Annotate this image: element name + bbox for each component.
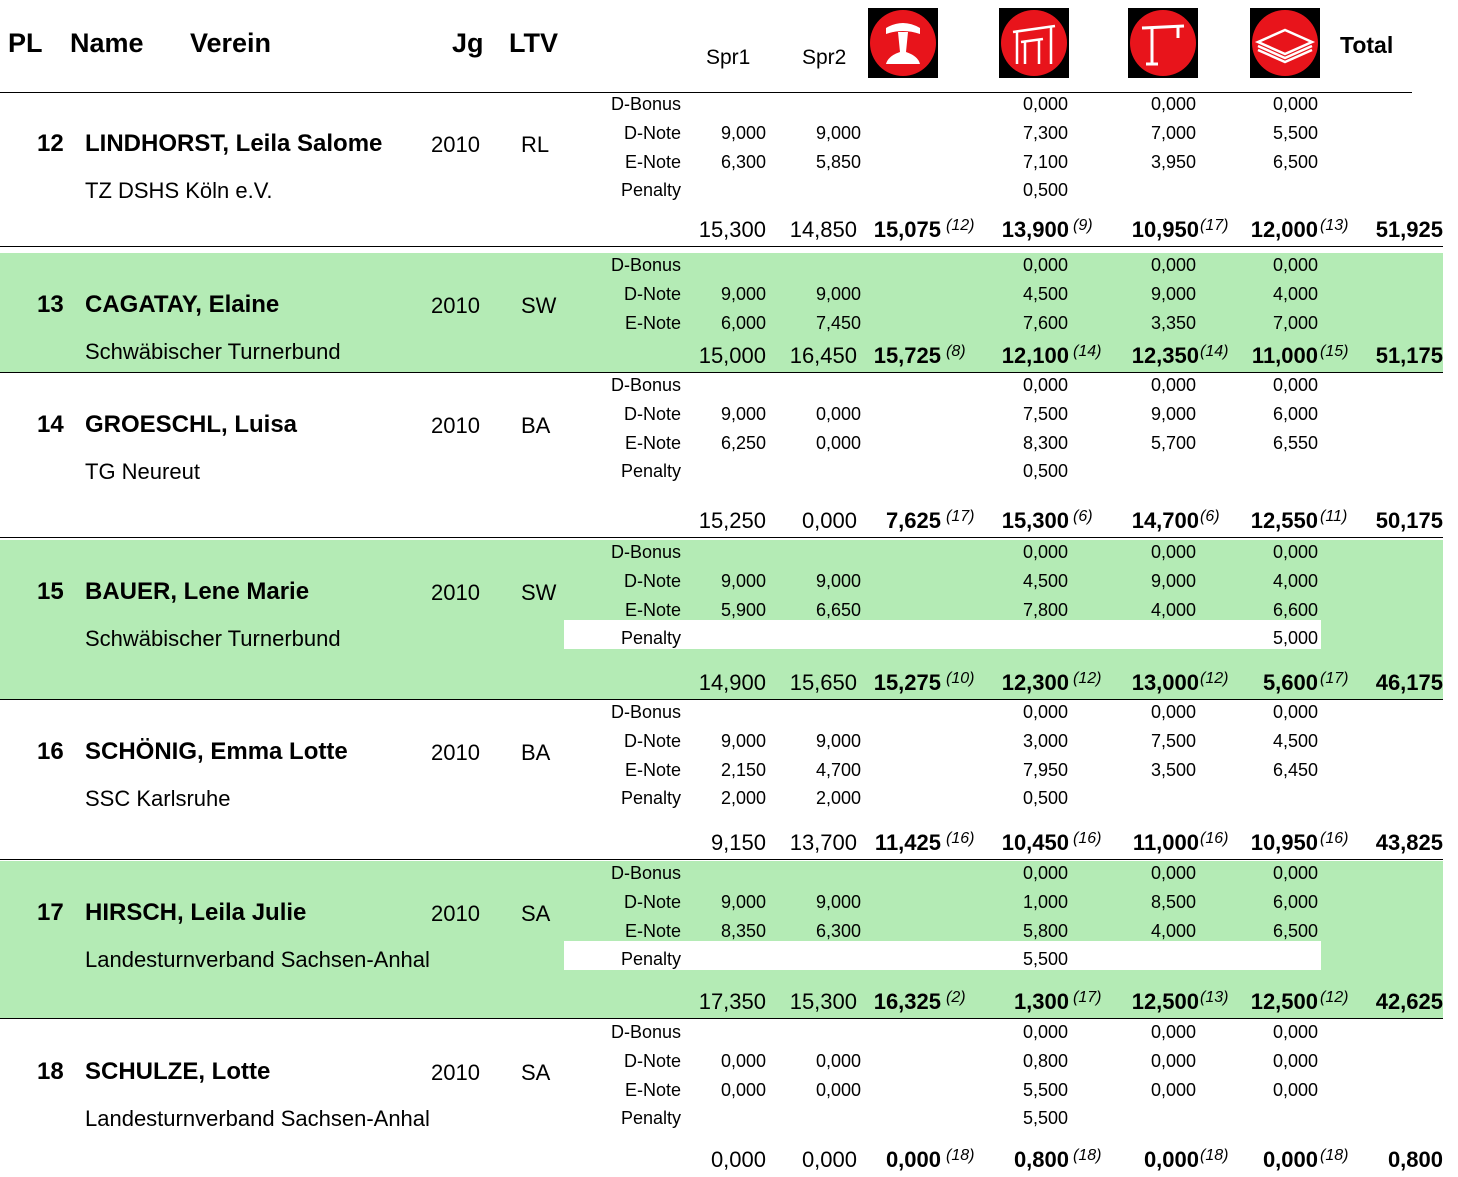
total-bars: 12,100: [1001, 343, 1069, 368]
label-dnote: D-Note: [623, 571, 681, 591]
bars-dnote: 3,000: [1022, 731, 1068, 751]
rank-floor: (16): [1320, 830, 1349, 847]
spr2-enote: 0,000: [815, 1080, 861, 1100]
rank-beam: (6): [1200, 508, 1220, 525]
label-enote: E-Note: [624, 600, 681, 620]
row-divider: [0, 859, 1443, 860]
bars-dbonus: 0,000: [1022, 375, 1068, 395]
bars-penalty: 0,500: [1022, 788, 1068, 808]
label-dbonus: D-Bonus: [610, 375, 681, 395]
rank-bars: (16): [1073, 830, 1102, 847]
beam-dnote: 9,000: [1150, 571, 1196, 591]
bars-dbonus: 0,000: [1022, 863, 1068, 883]
spr1-dnote: 9,000: [720, 892, 766, 912]
athlete-row: [0, 253, 1443, 373]
total-floor: 5,600: [1262, 670, 1318, 695]
beam-dnote: 0,000: [1150, 1051, 1196, 1071]
athlete-name: GROESCHL, Luisa: [85, 411, 298, 438]
label-dnote: D-Note: [623, 404, 681, 424]
beam-enote: 3,350: [1150, 313, 1196, 333]
total-all: 51,925: [1375, 217, 1443, 242]
label-enote: E-Note: [624, 760, 681, 780]
rank-bars: (17): [1073, 989, 1102, 1006]
header-pl: PL: [8, 28, 43, 58]
spr1-enote: 2,150: [720, 760, 766, 780]
label-penalty: Penalty: [620, 628, 681, 648]
floor-dbonus: 0,000: [1272, 1022, 1318, 1042]
rank-floor: (18): [1320, 1147, 1349, 1164]
vault-icon: [868, 8, 938, 78]
place: 13: [37, 291, 64, 318]
total-floor: 11,000: [1251, 343, 1318, 368]
club-name: Landesturnverband Sachsen-Anhal: [85, 1106, 430, 1131]
label-dnote: D-Note: [623, 731, 681, 751]
total-beam: 13,000: [1131, 670, 1199, 695]
rank-floor: (17): [1320, 670, 1349, 687]
rank-beam: (12): [1200, 670, 1229, 687]
rank-vault: (17): [946, 508, 975, 525]
spr2-dnote: 9,000: [815, 892, 861, 912]
beam-dbonus: 0,000: [1150, 863, 1196, 883]
spr1-dnote: 9,000: [720, 404, 766, 424]
total-bars: 10,450: [1001, 830, 1069, 855]
ltv: SW: [521, 580, 557, 605]
spr2-enote: 6,300: [815, 921, 861, 941]
floor-enote: 6,550: [1272, 433, 1318, 453]
rank-beam: (16): [1200, 830, 1229, 847]
total-all: 46,175: [1375, 670, 1443, 695]
bars-dnote: 7,300: [1022, 123, 1068, 143]
club-name: TG Neureut: [85, 459, 200, 484]
floor-dnote: 5,500: [1272, 123, 1318, 143]
place: 16: [37, 738, 64, 765]
total-bars: 1,300: [1013, 989, 1069, 1014]
total-all: 51,175: [1375, 343, 1443, 368]
place: 17: [37, 899, 64, 926]
rank-vault: (10): [946, 670, 975, 687]
bars-enote: 7,950: [1022, 760, 1068, 780]
athlete-name: BAUER, Lene Marie: [85, 578, 310, 605]
bars-enote: 7,800: [1022, 600, 1068, 620]
label-enote: E-Note: [624, 921, 681, 941]
beam-dnote: 7,000: [1150, 123, 1196, 143]
spr1-dnote: 0,000: [720, 1051, 766, 1071]
beam-enote: 3,950: [1150, 152, 1196, 172]
total-all: 0,800: [1387, 1147, 1443, 1172]
floor-dnote: 4,000: [1272, 284, 1318, 304]
athlete-row: [0, 861, 1443, 1019]
spr1-dnote: 9,000: [720, 123, 766, 143]
rank-bars: (12): [1073, 670, 1102, 687]
beam-dbonus: 0,000: [1150, 542, 1196, 562]
floor-enote: 6,500: [1272, 921, 1318, 941]
ltv: RL: [521, 132, 550, 157]
header-total: Total: [1340, 32, 1394, 58]
rank-floor: (11): [1320, 508, 1348, 525]
spr1-dnote: 9,000: [720, 731, 766, 751]
total-all: 42,625: [1375, 989, 1443, 1014]
total-vault: 15,725: [873, 343, 941, 368]
rank-vault: (8): [946, 343, 966, 360]
spr1-enote: 6,000: [720, 313, 766, 333]
spr1-enote: 0,000: [720, 1080, 766, 1100]
spr2-enote: 7,450: [815, 313, 861, 333]
rank-vault: (2): [946, 989, 966, 1006]
beam-enote: 0,000: [1150, 1080, 1196, 1100]
total-spr1: 0,000: [710, 1147, 766, 1172]
rank-bars: (9): [1073, 217, 1093, 234]
floor-penalty: 5,000: [1272, 628, 1318, 648]
ltv: SA: [521, 901, 551, 926]
label-dbonus: D-Bonus: [610, 255, 681, 275]
total-beam: 11,000: [1132, 830, 1199, 855]
ltv: BA: [521, 413, 551, 438]
beam-dbonus: 0,000: [1150, 94, 1196, 114]
club-name: TZ DSHS Köln e.V.: [85, 178, 273, 203]
rank-beam: (18): [1200, 1147, 1229, 1164]
total-vault: 0,000: [885, 1147, 941, 1172]
birth-year: 2010: [431, 413, 480, 438]
total-vault: 16,325: [873, 989, 941, 1014]
rank-vault: (16): [946, 830, 975, 847]
bars-dnote: 4,500: [1022, 571, 1068, 591]
header-jg: Jg: [452, 28, 484, 58]
bars-dbonus: 0,000: [1022, 542, 1068, 562]
floor-dbonus: 0,000: [1272, 542, 1318, 562]
label-dbonus: D-Bonus: [610, 94, 681, 114]
beam-dbonus: 0,000: [1150, 702, 1196, 722]
athlete-name: HIRSCH, Leila Julie: [85, 899, 307, 926]
floor-enote: 6,600: [1272, 600, 1318, 620]
label-dbonus: D-Bonus: [610, 863, 681, 883]
label-penalty: Penalty: [620, 180, 681, 200]
total-beam: 12,500: [1131, 989, 1199, 1014]
spr2-dnote: 0,000: [815, 1051, 861, 1071]
row-divider: [0, 246, 1443, 247]
label-enote: E-Note: [624, 313, 681, 333]
total-spr1: 17,350: [698, 989, 766, 1014]
total-spr1: 9,150: [710, 830, 766, 855]
total-spr2: 15,650: [789, 670, 857, 695]
beam-dnote: 9,000: [1150, 284, 1196, 304]
label-dnote: D-Note: [623, 284, 681, 304]
club-name: Landesturnverband Sachsen-Anhal: [85, 947, 430, 972]
club-name: SSC Karlsruhe: [85, 786, 231, 811]
header-ltv: LTV: [509, 28, 558, 58]
label-dbonus: D-Bonus: [610, 542, 681, 562]
bars-enote: 7,100: [1022, 152, 1068, 172]
athlete-name: LINDHORST, Leila Salome: [85, 130, 383, 157]
birth-year: 2010: [431, 132, 480, 157]
header-spr1: Spr1: [706, 46, 751, 69]
total-bars: 15,300: [1001, 508, 1069, 533]
floor-enote: 6,500: [1272, 152, 1318, 172]
bars-penalty: 5,500: [1022, 949, 1068, 969]
spr1-enote: 6,250: [720, 433, 766, 453]
spr2-dnote: 9,000: [815, 571, 861, 591]
label-enote: E-Note: [624, 1080, 681, 1100]
club-name: Schwäbischer Turnerbund: [85, 626, 341, 651]
beam-dnote: 8,500: [1150, 892, 1196, 912]
total-spr2: 16,450: [789, 343, 857, 368]
total-beam: 0,000: [1143, 1147, 1199, 1172]
spr1-enote: 8,350: [720, 921, 766, 941]
bars-enote: 5,800: [1022, 921, 1068, 941]
spr1-enote: 6,300: [720, 152, 766, 172]
beam-enote: 4,000: [1150, 600, 1196, 620]
total-vault: 7,625: [885, 508, 941, 533]
floor-dbonus: 0,000: [1272, 255, 1318, 275]
floor-dnote: 4,500: [1272, 731, 1318, 751]
balance-beam-icon: [1128, 8, 1198, 78]
total-spr2: 0,000: [801, 508, 857, 533]
total-vault: 15,275: [873, 670, 941, 695]
total-floor: 10,950: [1250, 830, 1318, 855]
athlete-row: [0, 92, 1443, 247]
beam-enote: 5,700: [1150, 433, 1196, 453]
floor-dbonus: 0,000: [1272, 863, 1318, 883]
total-spr1: 15,000: [698, 343, 766, 368]
athlete-row: [0, 1020, 1443, 1177]
spr2-enote: 5,850: [815, 152, 861, 172]
total-vault: 15,075: [873, 217, 941, 242]
header-spr2: Spr2: [802, 46, 847, 69]
rank-vault: (12): [946, 217, 975, 234]
total-spr1: 15,300: [698, 217, 766, 242]
spr2-enote: 0,000: [815, 433, 861, 453]
athlete-name: SCHULZE, Lotte: [85, 1058, 271, 1085]
ltv: BA: [521, 740, 551, 765]
total-all: 50,175: [1375, 508, 1443, 533]
label-dnote: D-Note: [623, 1051, 681, 1071]
label-dnote: D-Note: [623, 892, 681, 912]
birth-year: 2010: [431, 740, 480, 765]
spr1-enote: 5,900: [720, 600, 766, 620]
uneven-bars-icon: [999, 8, 1069, 78]
beam-dbonus: 0,000: [1150, 375, 1196, 395]
bars-enote: 7,600: [1022, 313, 1068, 333]
floor-icon: [1250, 8, 1320, 78]
label-dbonus: D-Bonus: [610, 1022, 681, 1042]
spr1-penalty: 2,000: [720, 788, 766, 808]
rank-beam: (13): [1200, 989, 1229, 1006]
total-floor: 0,000: [1262, 1147, 1318, 1172]
total-beam: 14,700: [1131, 508, 1199, 533]
total-vault: 11,425: [874, 830, 941, 855]
label-enote: E-Note: [624, 152, 681, 172]
rank-bars: (6): [1073, 508, 1093, 525]
bars-penalty: 0,500: [1022, 461, 1068, 481]
total-bars: 12,300: [1001, 670, 1069, 695]
total-beam: 10,950: [1131, 217, 1199, 242]
total-spr2: 15,300: [789, 989, 857, 1014]
total-floor: 12,550: [1250, 508, 1318, 533]
floor-dbonus: 0,000: [1272, 375, 1318, 395]
spr2-dnote: 9,000: [815, 731, 861, 751]
athlete-row: [0, 540, 1443, 700]
floor-enote: 6,450: [1272, 760, 1318, 780]
spr2-dnote: 9,000: [815, 284, 861, 304]
bars-penalty: 0,500: [1022, 180, 1068, 200]
athlete-name: CAGATAY, Elaine: [85, 291, 280, 318]
ltv: SA: [521, 1060, 551, 1085]
header-name: Name: [70, 28, 144, 58]
rank-vault: (18): [946, 1147, 975, 1164]
birth-year: 2010: [431, 580, 480, 605]
rank-bars: (14): [1073, 343, 1102, 360]
rank-beam: (14): [1200, 343, 1229, 360]
beam-dnote: 7,500: [1150, 731, 1196, 751]
place: 18: [37, 1058, 64, 1085]
club-name: Schwäbischer Turnerbund: [85, 339, 341, 364]
beam-enote: 3,500: [1150, 760, 1196, 780]
bars-dnote: 4,500: [1022, 284, 1068, 304]
athlete-name: SCHÖNIG, Emma Lotte: [85, 738, 348, 765]
athlete-row: [0, 700, 1443, 860]
label-penalty: Penalty: [620, 1108, 681, 1128]
beam-dbonus: 0,000: [1150, 255, 1196, 275]
place: 15: [37, 578, 64, 605]
spr2-dnote: 9,000: [815, 123, 861, 143]
spr1-dnote: 9,000: [720, 284, 766, 304]
total-floor: 12,000: [1250, 217, 1318, 242]
label-penalty: Penalty: [620, 949, 681, 969]
birth-year: 2010: [431, 293, 480, 318]
beam-dnote: 9,000: [1150, 404, 1196, 424]
rank-floor: (13): [1320, 217, 1349, 234]
beam-dbonus: 0,000: [1150, 1022, 1196, 1042]
header-verein: Verein: [190, 28, 272, 58]
bars-dnote: 1,000: [1022, 892, 1068, 912]
label-dbonus: D-Bonus: [610, 702, 681, 722]
total-spr2: 13,700: [789, 830, 857, 855]
bars-dbonus: 0,000: [1022, 1022, 1068, 1042]
row-divider: [0, 1018, 1443, 1019]
spr2-enote: 4,700: [815, 760, 861, 780]
athlete-row: [0, 373, 1443, 538]
total-spr2: 14,850: [789, 217, 857, 242]
bars-dbonus: 0,000: [1022, 94, 1068, 114]
rank-floor: (12): [1320, 989, 1349, 1006]
rank-beam: (17): [1200, 217, 1229, 234]
spr2-enote: 6,650: [815, 600, 861, 620]
bars-dnote: 7,500: [1022, 404, 1068, 424]
spr2-penalty: 2,000: [815, 788, 861, 808]
floor-dnote: 4,000: [1272, 571, 1318, 591]
bars-dnote: 0,800: [1022, 1051, 1068, 1071]
total-floor: 12,500: [1250, 989, 1318, 1014]
total-spr1: 14,900: [698, 670, 766, 695]
rank-floor: (15): [1320, 343, 1349, 360]
floor-dnote: 6,000: [1272, 892, 1318, 912]
row-divider: [0, 537, 1443, 538]
label-penalty: Penalty: [620, 788, 681, 808]
label-enote: E-Note: [624, 433, 681, 453]
total-beam: 12,350: [1131, 343, 1199, 368]
floor-dnote: 6,000: [1272, 404, 1318, 424]
birth-year: 2010: [431, 1060, 480, 1085]
floor-dbonus: 0,000: [1272, 94, 1318, 114]
bars-penalty: 5,500: [1022, 1108, 1068, 1128]
floor-enote: 0,000: [1272, 1080, 1318, 1100]
rank-bars: (18): [1073, 1147, 1102, 1164]
total-bars: 13,900: [1001, 217, 1069, 242]
label-penalty: Penalty: [620, 461, 681, 481]
total-all: 43,825: [1375, 830, 1443, 855]
total-spr1: 15,250: [698, 508, 766, 533]
birth-year: 2010: [431, 901, 480, 926]
place: 14: [37, 411, 64, 438]
spr2-dnote: 0,000: [815, 404, 861, 424]
bars-enote: 5,500: [1022, 1080, 1068, 1100]
bars-dbonus: 0,000: [1022, 255, 1068, 275]
floor-dbonus: 0,000: [1272, 702, 1318, 722]
bars-dbonus: 0,000: [1022, 702, 1068, 722]
total-spr2: 0,000: [801, 1147, 857, 1172]
floor-dnote: 0,000: [1272, 1051, 1318, 1071]
total-bars: 0,800: [1013, 1147, 1069, 1172]
floor-enote: 7,000: [1272, 313, 1318, 333]
place: 12: [37, 130, 64, 157]
ltv: SW: [521, 293, 557, 318]
spr1-dnote: 9,000: [720, 571, 766, 591]
beam-enote: 4,000: [1150, 921, 1196, 941]
label-dnote: D-Note: [623, 123, 681, 143]
bars-enote: 8,300: [1022, 433, 1068, 453]
